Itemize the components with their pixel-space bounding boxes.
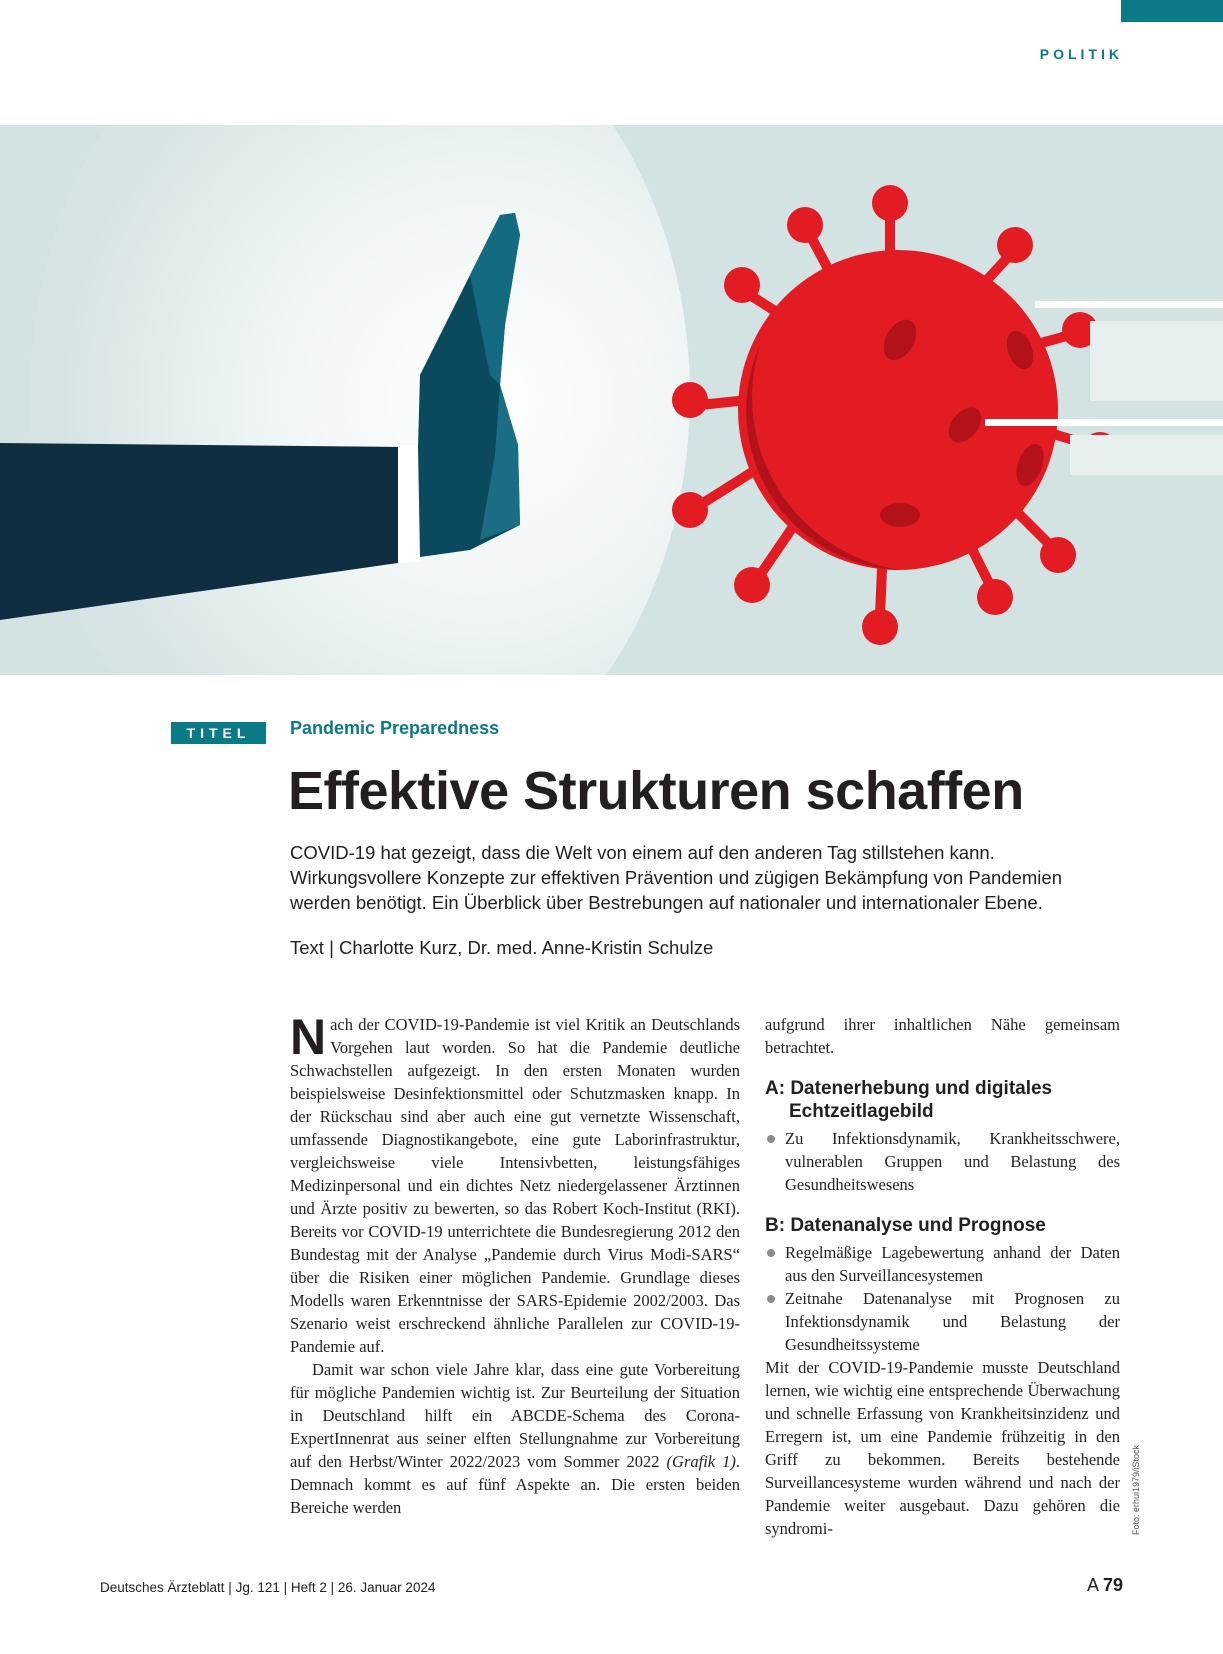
bullet-list-a <box>765 1127 1120 1196</box>
article-kicker: Pandemic Preparedness <box>290 718 500 738</box>
body-paragraph-1: Nach der COVID-19-Pandemie ist viel Kritik an Deutschlands Vorgehen laut worden. So hat die Pandemie deutliche Schwachstellen aufgezeigt. In den ersten Monaten wurden beispielsweise Desinfektionsmittel oder Schutzmasken knapp. In der Rückschau sind aber auch eine gut vernetzte Wissenschaft, umfassende Diagnostikangebote, eine gute Laborinfrastruktur, vergleichsweise viele Intensivbetten, leistungsfähiges Medizinpersonal und ein dichtes Netz niedergelassener Ärztinnen und Ärzte positiv zu bewerten, so das Robert Koch-Institut (RKI). Bereits vor COVID-19 unterrichtete die Bundesregierung 2012 den Bundestag mit der Analyse „Pandemie durch Virus Modi-SARS“ über die Risiken einer möglichen Pandemie. Grundlage dieses Modells waren Erkenntnisse der SARS-Epidemie 2002/2003. Das Szenario weist erschreckend ähnliche Parallelen zur COVID-19-Pandemie auf. <box>290 1009 740 1356</box>
bullet-icon <box>767 1295 775 1303</box>
body-paragraph-4: Mit der COVID-19-Pandemie musste Deutschland lernen, wie wichtig eine entsprechende Überwachung und schnelle Erfassung von Krankheitsinzidenz und Erregern ist, um eine Pandemie frühzeitig in den Griff zu bekommen. Bereits bestehende Surveillancesysteme wurden während und nach der Pandemie weiter ausgebaut. Dazu gehören die syndromi- <box>765 1358 1120 1538</box>
bullet-list-b <box>765 1241 1120 1356</box>
section-label: POLITIK <box>1039 46 1123 62</box>
lead-text: COVID-19 hat gezeigt, dass die Welt von einem auf den anderen Tag stillstehen kann. Wirkungsvollere Konzepte zur effektiven Prävention und zügigen Bekämpfung von Pandemien werden benötigt. Ein Überblick über Bestrebungen auf nationaler und internationaler Ebene. <box>290 842 1062 913</box>
figure-reference: (Grafik 1) <box>666 1452 736 1471</box>
titel-badge: TITEL <box>171 722 266 744</box>
bullet-icon <box>767 1135 775 1143</box>
list-item: Zeitnahe Datenanalyse mit Prognosen zu Infektionsdynamik und Belastung der Gesundheitssysteme <box>765 1287 1120 1356</box>
article-title: Effektive Strukturen schaffen <box>288 761 1024 821</box>
footer-journal: Deutsches Ärzteblatt | Jg. 121 | Heft 2 | 26. Januar 2024 <box>100 1580 436 1595</box>
body-column-right <box>765 1013 1120 1540</box>
bullet-icon <box>767 1249 775 1257</box>
list-item: Regelmäßige Lagebewertung anhand der Daten aus den Surveillancesystemen <box>765 1241 1120 1287</box>
drop-cap: N <box>290 1009 327 1065</box>
body-column-left <box>290 1009 740 1519</box>
article-byline: Text | Charlotte Kurz, Dr. med. Anne-Kristin Schulze <box>290 937 714 958</box>
subheading-a: A: Datenerhebung und digitales Echtzeitlagebild <box>765 1078 1053 1122</box>
body-paragraph-2: Damit war schon viele Jahre klar, dass eine gute Vorbereitung für mögliche Pandemien wichtig ist. Zur Beurteilung der Situation in Deutschland hilft ein ABCDE-Schema des Corona-ExpertInnenrat aus seiner elften Stellungnahme zur Vorbereitung auf den Herbst/Winter 2022/2023 vom Sommer 2022 (Grafik 1). Demnach kommt es auf fünf Aspekte an. Die ersten beiden Bereiche werden <box>290 1360 740 1517</box>
body-paragraph-3: aufgrund ihrer inhaltlichen Nähe gemeinsam betrachtet. <box>765 1015 1120 1057</box>
page-number: A 79 <box>1086 1575 1123 1595</box>
list-item: Zu Infektionsdynamik, Krankheitsschwere, vulnerablen Gruppen und Belastung des Gesundheitswesens <box>765 1127 1120 1196</box>
subheading-b: B: Datenanalyse und Prognose <box>765 1215 1046 1236</box>
photo-credit: Foto: erhui1979/iStock <box>1131 1444 1141 1535</box>
hero-illustration <box>0 125 1223 675</box>
article-lead <box>290 840 1110 915</box>
section-color-tab <box>1121 0 1223 22</box>
